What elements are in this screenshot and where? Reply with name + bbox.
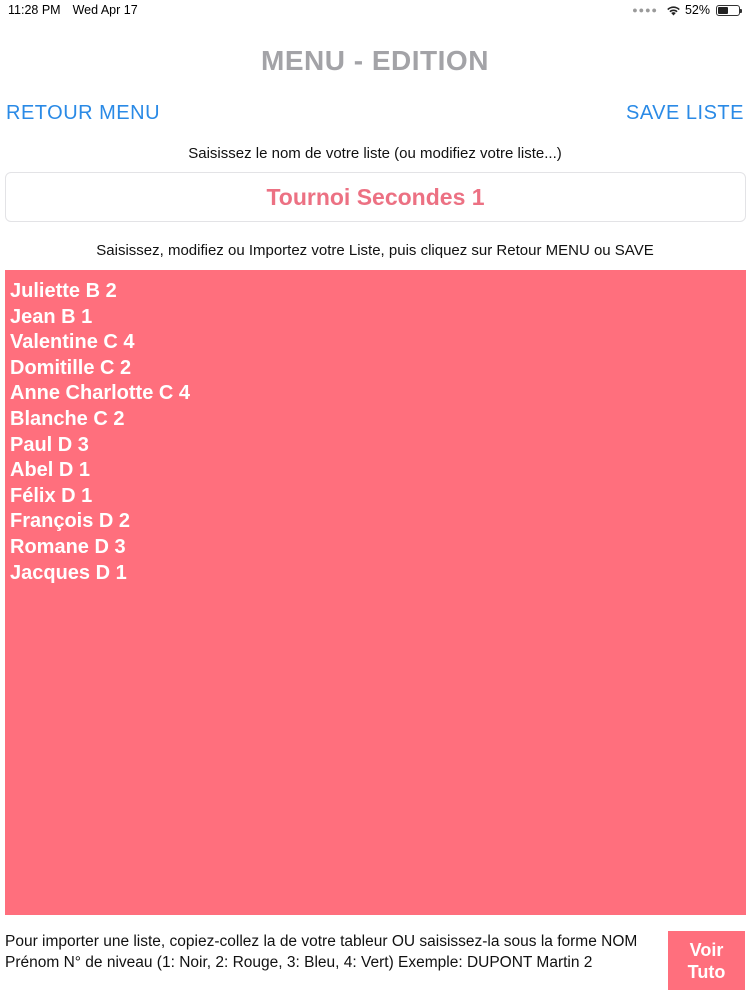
battery-percentage: 52% — [684, 3, 710, 17]
list-entry: Romane D 3 — [10, 535, 126, 558]
list-editor-textarea[interactable] — [5, 270, 746, 915]
list-entry: Anne Charlotte C 4 — [10, 382, 191, 405]
list-name-value: Tournoi Secondes 1 — [266, 183, 485, 210]
page-title: MENU - EDITION — [261, 45, 489, 76]
status-date: Wed Apr 17 — [72, 3, 138, 17]
cellular-dots-icon: ●●●● — [632, 5, 658, 15]
status-time: 11:28 PM — [8, 3, 61, 17]
list-entry: François D 2 — [10, 510, 131, 533]
list-entry: Jean B 1 — [10, 305, 93, 328]
list-entry: Valentine C 4 — [10, 331, 135, 354]
list-entry: Blanche C 2 — [10, 407, 125, 430]
list-entry: Jacques D 1 — [10, 561, 127, 584]
list-entry: Domitille C 2 — [10, 356, 132, 379]
voir-tuto-button[interactable] — [668, 931, 745, 990]
status-right — [632, 3, 740, 17]
tuto-label-line2: Tuto — [687, 961, 726, 982]
save-list-button[interactable]: SAVE LISTE — [625, 102, 744, 124]
tuto-label-line1: Voir — [689, 939, 724, 960]
battery-icon — [716, 5, 740, 16]
status-left — [8, 3, 138, 17]
wifi-icon — [666, 5, 681, 16]
list-entry: Paul D 3 — [10, 433, 89, 456]
list-name-field[interactable] — [5, 172, 746, 222]
list-name-instruction: Saisissez le nom de votre liste (ou modifiez votre liste...) — [188, 145, 562, 162]
status-bar — [0, 0, 750, 22]
list-entry: Félix D 1 — [10, 484, 93, 507]
import-help-text: Pour importer une liste, copiez-collez la de votre tableur OU saisissez-la sous la forme NOM Prénom N° de niveau (1: Noir, 2: Rouge, 3: Bleu, 4: Vert) Exemple: DUPONT Martin 2 — [5, 933, 638, 971]
list-entry: Abel D 1 — [10, 459, 91, 482]
list-entry: Juliette B 2 — [10, 280, 117, 302]
battery-fill — [718, 7, 728, 14]
list-editor-instruction: Saisissez, modifiez ou Importez votre Liste, puis cliquez sur Retour MENU ou SAVE — [96, 242, 654, 259]
back-to-menu-button[interactable]: RETOUR MENU — [6, 102, 161, 124]
